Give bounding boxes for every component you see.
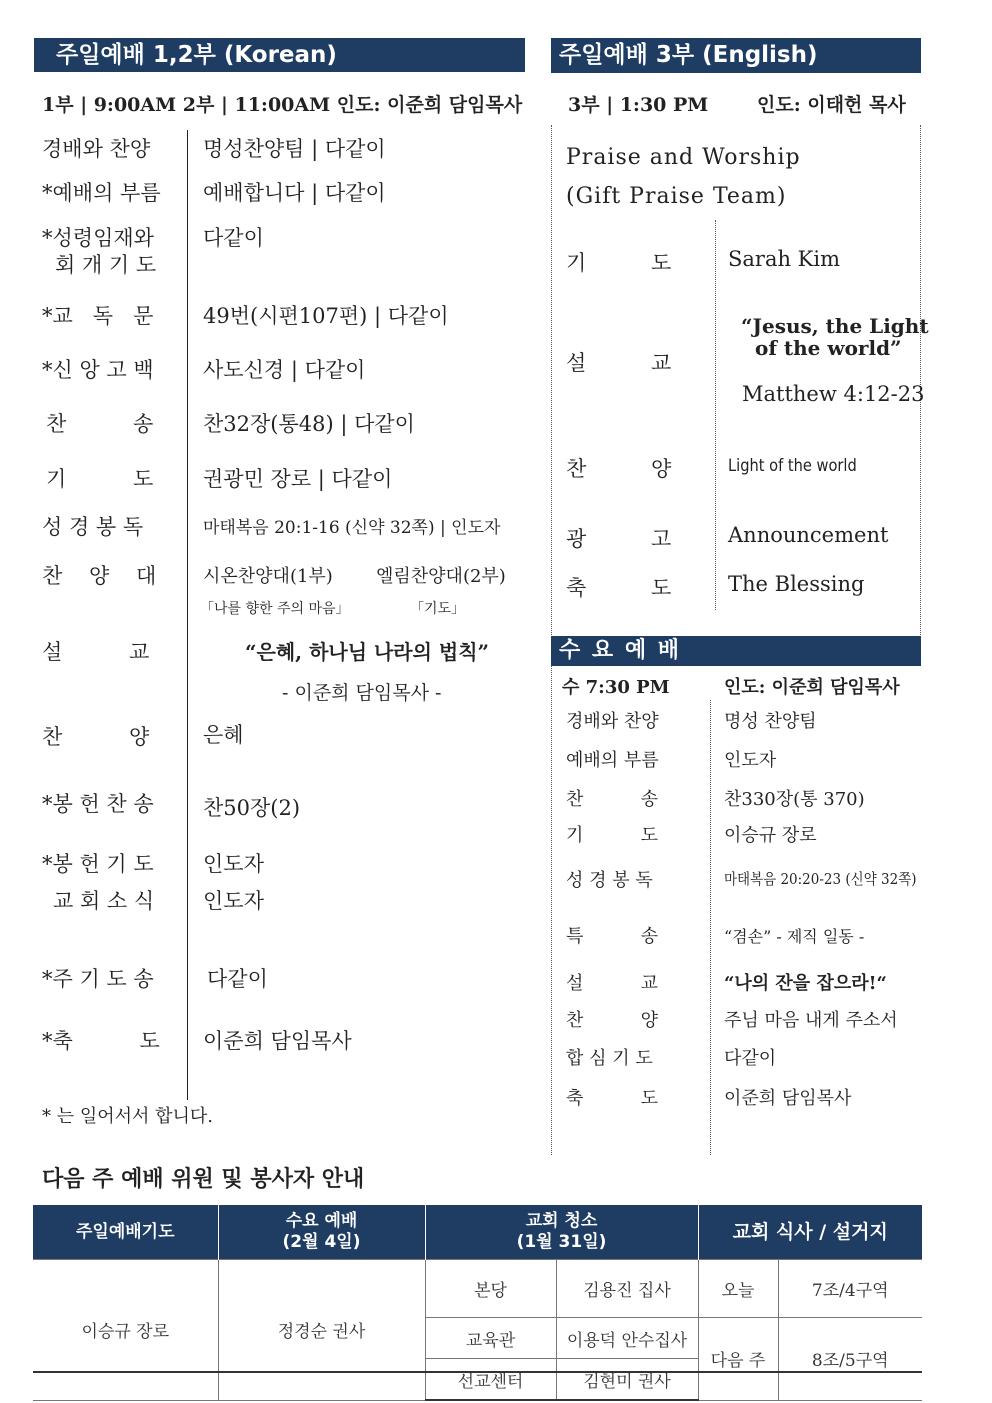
korean-item-value: 예배합니다 | 다같이: [203, 181, 386, 205]
standing-note: * 는 일어서서 합니다.: [42, 1106, 213, 1127]
wednesday-prayer-person: 정경순 권사: [218, 1260, 425, 1401]
meal-when: 오늘: [698, 1260, 778, 1318]
korean-item-label-line2: 회 개 기 도: [55, 253, 157, 277]
english-item-label: 축: [566, 576, 587, 600]
meal-group: 7조/4구역: [778, 1260, 922, 1318]
wednesday-item-value: “겸손” - 제직 일동 -: [724, 927, 865, 946]
korean-item-label: *봉 헌 기 도: [42, 852, 154, 876]
wednesday-item-label: 특 송: [566, 926, 658, 947]
korean-item-label: *예배의 부름: [42, 181, 161, 205]
english-item-label: 광: [566, 527, 587, 551]
wednesday-item-value: 이준희 담임목사: [724, 1088, 852, 1109]
wednesday-service-leader: 인도: 이준희 담임목사: [724, 677, 900, 698]
wednesday-item-value: 이승규 장로: [724, 825, 817, 846]
korean-item-value: 권광민 장로 | 다같이: [203, 467, 393, 491]
wednesday-item-value: 인도자: [724, 750, 777, 771]
english-item-label-2: 고: [651, 527, 672, 551]
header-meal: 교회 식사 / 설거지: [698, 1205, 922, 1260]
korean-item-label: *축 도: [42, 1029, 160, 1053]
wednesday-item-value: 찬330장(통 370): [724, 789, 865, 810]
english-service-leader: 인도: 이태헌 목사: [757, 94, 906, 116]
header-cleaning-date: (1월 31일): [516, 1232, 607, 1252]
wednesday-service-title: 수 요 예 배: [559, 638, 681, 663]
header-cleaning-label: 교회 청소: [525, 1211, 598, 1231]
korean-item-label: 설 교: [42, 640, 150, 664]
korean-item-label: 찬 양: [42, 725, 150, 749]
cleaning-place: 선교센터: [425, 1359, 556, 1401]
table-header-row: [33, 1205, 922, 1260]
korean-item-sub-2: 「기도」: [410, 601, 466, 617]
wednesday-divider: [710, 700, 711, 1155]
english-item-value: Sarah Kim: [728, 247, 840, 271]
wednesday-sermon-title: “나의 잔을 잡으라!“: [724, 973, 887, 994]
english-sermon-scripture: Matthew 4:12-23: [742, 382, 925, 406]
wednesday-item-label: 축 도: [566, 1088, 658, 1109]
english-service-title: 주일예배 3부 (English): [559, 42, 818, 68]
wednesday-item-label: 예배의 부름: [566, 750, 659, 771]
english-item-label: 기: [566, 251, 587, 275]
sunday-prayer-person: 이승규 장로: [33, 1260, 218, 1401]
korean-item-label: 기 도: [46, 467, 154, 491]
english-item-value: Light of the world: [728, 456, 857, 476]
wednesday-item-label: 기 도: [566, 825, 658, 846]
cleaning-person: 이용덕 안수집사: [556, 1318, 698, 1359]
korean-item-value-2: 엘림찬양대(2부): [376, 566, 506, 587]
korean-sermon-title: “은혜, 하나님 나라의 법칙”: [245, 640, 490, 664]
wednesday-item-label: 합 심 기 도: [566, 1048, 653, 1069]
english-item-label-2: 교: [651, 351, 672, 375]
korean-item-label: *주 기 도 송: [42, 967, 154, 991]
wednesday-item-label: 성 경 봉 독: [566, 870, 653, 891]
korean-service-header: [34, 38, 525, 72]
wednesday-item-value: 다같이: [724, 1048, 777, 1069]
korean-item-label: 경배와 찬양: [42, 137, 151, 161]
english-divider: [715, 220, 716, 610]
header-wednesday-label: 수요 예배: [285, 1211, 358, 1231]
english-item-value: The Blessing: [728, 572, 865, 596]
header-wednesday: [218, 1205, 425, 1260]
cleaning-person: 김용진 집사: [556, 1260, 698, 1318]
english-item-value: Announcement: [728, 523, 889, 547]
korean-item-label: 찬 양 대: [42, 564, 157, 588]
english-intro: Praise and Worship: [566, 145, 801, 170]
english-item-label: 설: [566, 351, 587, 375]
korean-service-title: 주일예배 1,2부 (Korean): [56, 42, 337, 68]
header-sunday-prayer: 주일예배기도: [33, 1205, 218, 1260]
korean-item-value: 찬32장(통48) | 다같이: [203, 412, 415, 436]
next-week-title: 다음 주 예배 위원 및 봉사자 안내: [42, 1167, 365, 1192]
korean-item-value: 시온찬양대(1부): [203, 566, 333, 587]
english-sermon-title-2: of the world”: [755, 336, 902, 360]
korean-item-label: *봉 헌 찬 송: [42, 792, 154, 816]
korean-item-label: 찬 송: [46, 412, 154, 436]
english-item-label-2: 양: [651, 457, 672, 481]
wednesday-item-label: 찬 양: [566, 1010, 658, 1031]
korean-item-value: 인도자: [203, 852, 264, 876]
wednesday-item-label: 찬 송: [566, 789, 658, 810]
english-sermon-title: “Jesus, the Light: [741, 314, 929, 338]
english-service-header: [551, 38, 921, 73]
wednesday-item-value: 마태복음 20:20-23 (신약 32쪽): [724, 870, 917, 888]
meal-group: 8조/5구역: [778, 1318, 922, 1401]
english-item-label-2: 도: [651, 251, 672, 275]
english-right-border: [920, 125, 921, 635]
english-intro-team: (Gift Praise Team): [566, 184, 787, 209]
korean-item-label: *성령임재와: [42, 226, 154, 250]
cleaning-person: 김현미 권사: [556, 1359, 698, 1401]
korean-item-value: 다같이: [207, 967, 268, 991]
korean-item-value: 인도자: [203, 889, 264, 913]
table-row: [33, 1260, 922, 1318]
korean-item-label: 교 회 소 식: [53, 889, 155, 913]
wednesday-item-label: 설 교: [566, 973, 658, 994]
korean-divider: [187, 130, 188, 1100]
wednesday-item-value: 주님 마음 내게 주소서: [724, 1010, 898, 1031]
korean-sermon-preacher: - 이준희 담임목사 -: [282, 682, 442, 704]
wednesday-service-time: 수 7:30 PM: [562, 677, 670, 698]
korean-item-label: *교 독 문: [42, 304, 154, 328]
korean-item-value: 사도신경 | 다같이: [203, 358, 366, 382]
wednesday-service-header: [551, 636, 921, 666]
wednesday-item-label: 경배와 찬양: [566, 711, 659, 732]
cleaning-place: 교육관: [425, 1318, 556, 1359]
korean-item-value: 다같이: [203, 226, 264, 250]
korean-item-sub: 「나를 향한 주의 마음」: [200, 601, 350, 617]
wednesday-item-value: 명성 찬양팀: [724, 711, 817, 732]
korean-item-value: 찬50장(2): [203, 796, 301, 820]
korean-item-value: 이준희 담임목사: [203, 1029, 352, 1053]
table-bottom-rule: [33, 1371, 922, 1373]
english-item-label-2: 도: [651, 576, 672, 600]
header-wednesday-date: (2월 4일): [282, 1232, 361, 1252]
english-service-time: 3부 | 1:30 PM: [568, 94, 709, 116]
english-item-label: 찬: [566, 457, 587, 481]
korean-service-times: 1부 | 9:00AM 2부 | 11:00AM 인도: 이준희 담임목사: [42, 94, 523, 116]
meal-when: 다음 주: [698, 1318, 778, 1401]
korean-item-label: 성 경 봉 독: [42, 515, 144, 539]
korean-item-value: 마태복음 20:1-16 (신약 32쪽) | 인도자: [203, 518, 501, 538]
korean-item-value: 명성찬양팀 | 다같이: [203, 137, 386, 161]
cleaning-place: 본당: [425, 1260, 556, 1318]
korean-item-label: *신 앙 고 백: [42, 358, 154, 382]
korean-item-value: 은혜: [203, 723, 244, 747]
korean-item-value: 49번(시편107편) | 다같이: [203, 304, 449, 328]
header-cleaning: [425, 1205, 698, 1260]
